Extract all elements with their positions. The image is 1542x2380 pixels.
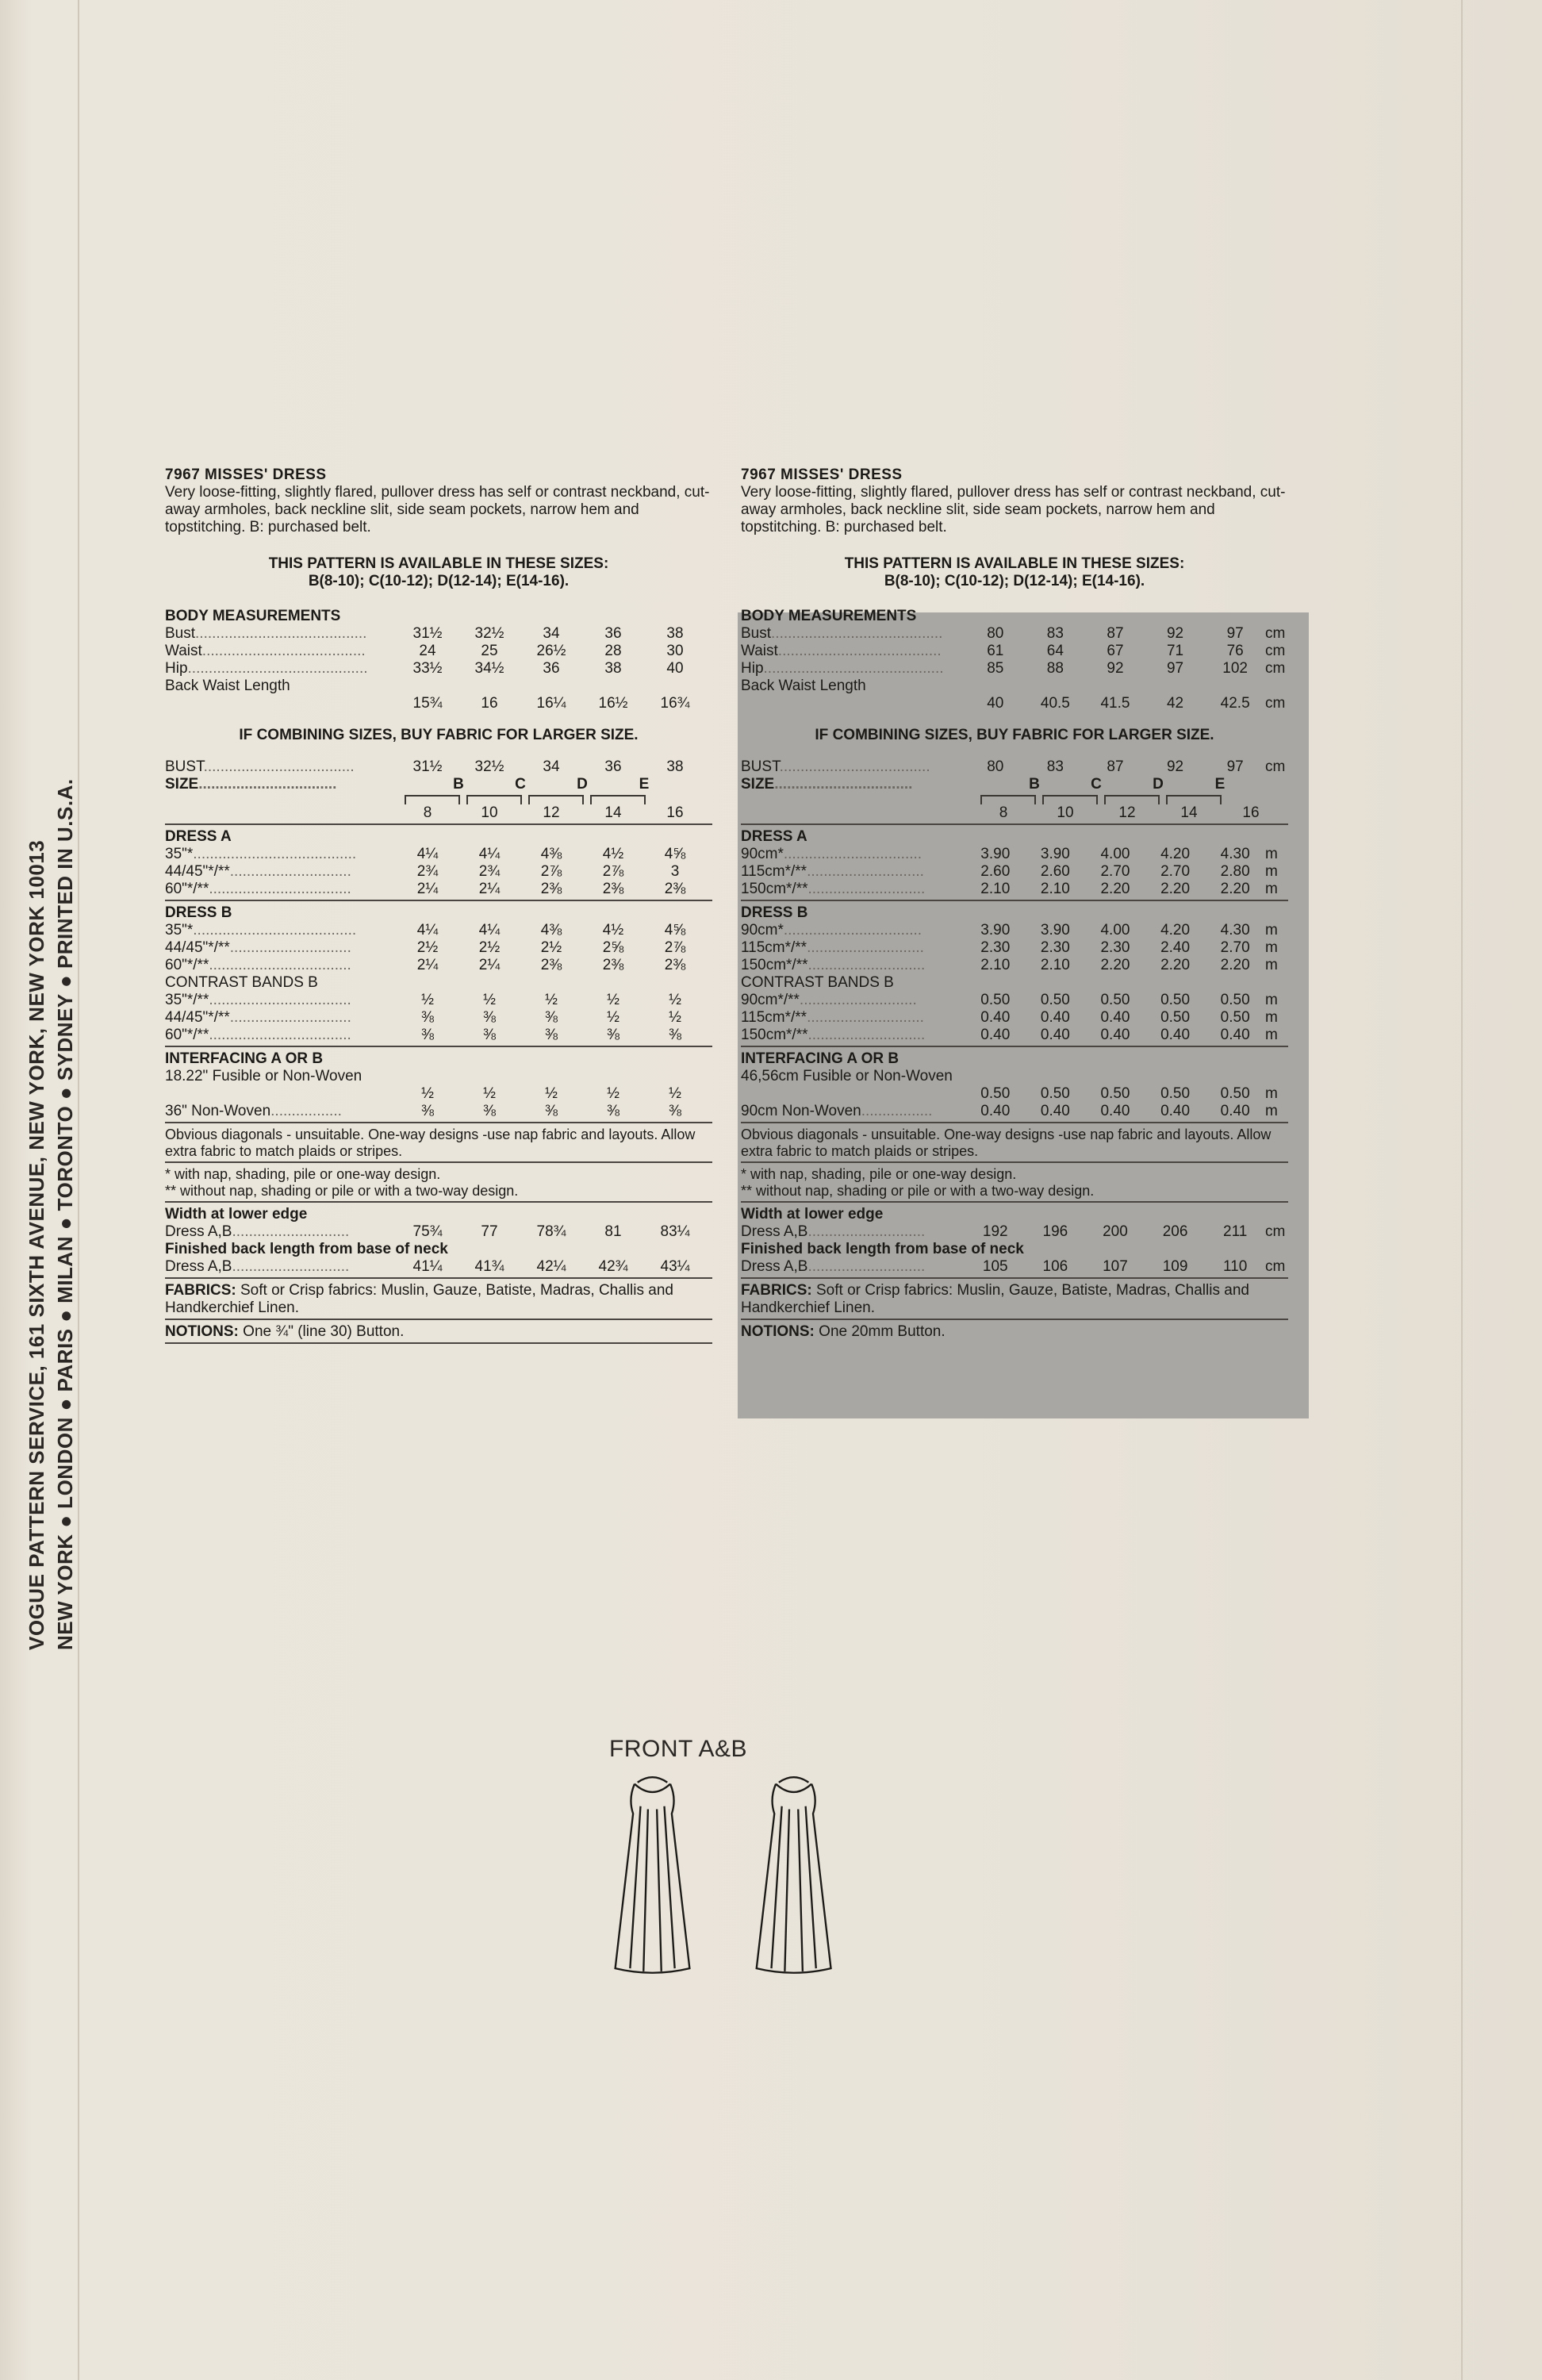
pattern-title: 7967 MISSES' DRESS [741,466,903,483]
dress-a-heading: DRESS A [165,828,232,845]
size-numbers-row: 8 10 12 14 16 [999,804,1260,821]
bust-size-row: BUST.................................... 31½ 32½ 34 36 38 [165,758,684,775]
back-waist-length-label: Back Waist Length [741,678,866,694]
contrast-row: 90cm*/**............................ 0.50 0.50 0.50 0.50 0.50 m [741,992,1278,1008]
dress-a-row: 60"*/**.................................. 2¼ 2¼ 2⅜ 2⅜ 2⅜ [165,881,686,897]
length-row: Dress A,B............................ 105 106 107 109 110 cm [741,1258,1286,1275]
width-heading: Width at lower edge [741,1206,884,1223]
interfacing-sub: 18.22" Fusible or Non-Woven [165,1068,362,1084]
dress-b-row: 44/45"*/**............................. 2½ 2½ 2½ 2⅝ 2⅞ [165,939,686,956]
front-view-label: FRONT A&B [609,1736,747,1762]
waist-row: Waist....................................... 61 64 67 71 76 cm [741,643,1286,659]
size-brackets [397,793,712,804]
contrast-row: 115cm*/**............................ 0.40 0.40 0.40 0.50 0.50 m [741,1009,1278,1026]
back-waist-length-row: 15¾ 16 16¼ 16½ 16¾ [412,695,690,712]
back-waist-length-label: Back Waist Length [165,678,290,694]
body-measurements-heading: BODY MEASUREMENTS [165,608,341,624]
size-letters-row: SIZE................................. B C D E [741,776,1226,793]
dress-a-row: 150cm*/**............................ 2.10 2.10 2.20 2.20 2.20 m [741,881,1278,897]
metric-chart [741,466,1288,1341]
dress-b-row: 35"*....................................... 4¼ 4¼ 4⅜ 4½ 4⅝ [165,922,686,939]
available-sizes: THIS PATTERN IS AVAILABLE IN THESE SIZES: B(8-10); C(10-12); D(12-14); E(14-16). [844,555,1185,589]
available-sizes: THIS PATTERN IS AVAILABLE IN THESE SIZES: B(8-10); C(10-12); D(12-14); E(14-16). [268,555,609,589]
spine-address: VOGUE PATTERN SERVICE, 161 SIXTH AVENUE, NEW YORK, NEW YORK 10013 [25,839,48,1650]
interfacing-row: 90cm Non-Woven................. 0.40 0.40 0.40 0.40 0.40 m [741,1103,1278,1119]
width-row: Dress A,B............................ 192 196 200 206 211 cm [741,1223,1286,1240]
body-measurements-heading: BODY MEASUREMENTS [741,608,917,624]
notions-note: NOTIONS: One 20mm Button. [741,1323,946,1340]
size-numbers-row: 8 10 12 14 16 [423,804,684,821]
fabrics-note: FABRICS: Soft or Crisp fabrics: Muslin, Gauze, Batiste, Madras, Challis and Handkerchief Linen. [165,1282,673,1316]
dress-front-a [616,1777,690,1973]
notions-note: NOTIONS: One ¾" (line 30) Button. [165,1323,405,1340]
interfacing-sub: 46,56cm Fusible or Non-Woven [741,1068,953,1084]
contrast-bands-heading: CONTRAST BANDS B [165,974,318,991]
size-brackets [972,793,1288,804]
imperial-chart [165,466,712,1347]
contrast-bands-heading: CONTRAST BANDS B [741,974,894,991]
contrast-row: 60"*/**.................................. ⅜ ⅜ ⅜ ⅜ ⅜ [165,1027,681,1043]
no-nap-note: ** without nap, shading or pile or with a two-way design. [165,1183,519,1199]
dress-line-drawing [603,1768,857,2006]
layout-note: Obvious diagonals - unsuitable. One-way designs -use nap fabric and layouts. Allow extra fabric to match plaids or stripes. [165,1127,696,1159]
dress-a-row: 35"*....................................... 4¼ 4¼ 4⅜ 4½ 4⅝ [165,846,686,862]
interfacing-heading: INTERFACING A OR B [165,1050,324,1067]
dress-b-heading: DRESS B [165,904,232,921]
dress-a-row: 44/45"*/**............................. 2¾ 2¾ 2⅞ 2⅞ 3 [165,863,680,880]
contrast-row: 150cm*/**............................ 0.40 0.40 0.40 0.40 0.40 m [741,1027,1278,1043]
dress-b-row: 60"*/**.................................. 2¼ 2¼ 2⅜ 2⅜ 2⅜ [165,957,686,973]
length-heading: Finished back length from base of neck [741,1241,1024,1257]
dress-a-row: 115cm*/**............................ 2.60 2.60 2.70 2.70 2.80 m [741,863,1278,880]
envelope-spine [5,0,76,2380]
interfacing-row: ½ ½ ½ ½ ½ [421,1085,681,1102]
width-row: Dress A,B............................ 75¾ 77 78¾ 81 83¼ [165,1223,690,1240]
hip-row: Hip........................................... 33½ 34½ 36 38 40 [165,660,684,677]
back-waist-length-row: 40 40.5 41.5 42 42.5 cm [987,695,1286,712]
pattern-title: 7967 MISSES' DRESS [165,466,327,483]
nap-note: * with nap, shading, pile or one-way design. [165,1166,441,1182]
waist-row: Waist....................................... 24 25 26½ 28 30 [165,643,684,659]
interfacing-row: 0.50 0.50 0.50 0.50 0.50 m [980,1085,1278,1102]
fold-line-right [1461,0,1463,2380]
contrast-row: 35"*/**.................................. ½ ½ ½ ½ ½ [165,992,681,1008]
combine-sizes-note: IF COMBINING SIZES, BUY FABRIC FOR LARGER SIZE. [815,727,1214,743]
bust-size-row: BUST.................................... 80 83 87 92 97 cm [741,758,1286,775]
combine-sizes-note: IF COMBINING SIZES, BUY FABRIC FOR LARGER SIZE. [239,727,639,743]
length-row: Dress A,B............................ 41¼ 41¾ 42¼ 42¾ 43¼ [165,1258,690,1275]
bust-row: Bust......................................... 31½ 32½ 34 36 38 [165,625,684,642]
spine-cities: NEW YORK ● LONDON ● PARIS ● MILAN ● TORONTO ● SYDNEY ● PRINTED IN U.S.A. [53,778,77,1650]
dress-b-row: 90cm*................................. 3.90 3.90 4.00 4.20 4.30 m [741,922,1278,939]
interfacing-row: 36" Non-Woven................. ⅜ ⅜ ⅜ ⅜ ⅜ [165,1103,681,1119]
dress-b-row: 150cm*/**............................ 2.10 2.10 2.20 2.20 2.20 m [741,957,1278,973]
size-letters-row: SIZE................................. B C D E [165,776,650,793]
dress-b-row: 115cm*/**............................ 2.30 2.30 2.30 2.40 2.70 m [741,939,1278,956]
pattern-description: Very loose-fitting, slightly flared, pullover dress has self or contrast neckband, cut-away armholes, back neckline slit, side seam pockets, narrow hem and topstitching. B: purchased belt. [741,484,1286,536]
length-heading: Finished back length from base of neck [165,1241,448,1257]
width-heading: Width at lower edge [165,1206,308,1223]
dress-a-row: 90cm*................................. 3.90 3.90 4.00 4.20 4.30 m [741,846,1278,862]
layout-note: Obvious diagonals - unsuitable. One-way designs -use nap fabric and layouts. Allow extra fabric to match plaids or stripes. [741,1127,1272,1159]
contrast-row: 44/45"*/**............................. ⅜ ⅜ ⅜ ½ ½ [165,1009,681,1026]
dress-a-heading: DRESS A [741,828,807,845]
bust-row: Bust......................................... 80 83 87 92 97 cm [741,625,1286,642]
nap-note: * with nap, shading, pile or one-way design. [741,1166,1017,1182]
pattern-description: Very loose-fitting, slightly flared, pullover dress has self or contrast neckband, cut-away armholes, back neckline slit, side seam pockets, narrow hem and topstitching. B: purchased belt. [165,484,710,536]
no-nap-note: ** without nap, shading or pile or with a two-way design. [741,1183,1095,1199]
interfacing-heading: INTERFACING A OR B [741,1050,900,1067]
dress-front-b [757,1777,831,1973]
dress-b-heading: DRESS B [741,904,808,921]
fabrics-note: FABRICS: Soft or Crisp fabrics: Muslin, Gauze, Batiste, Madras, Challis and Handkerchief Linen. [741,1282,1249,1316]
hip-row: Hip........................................... 85 88 92 97 102 cm [741,660,1286,677]
